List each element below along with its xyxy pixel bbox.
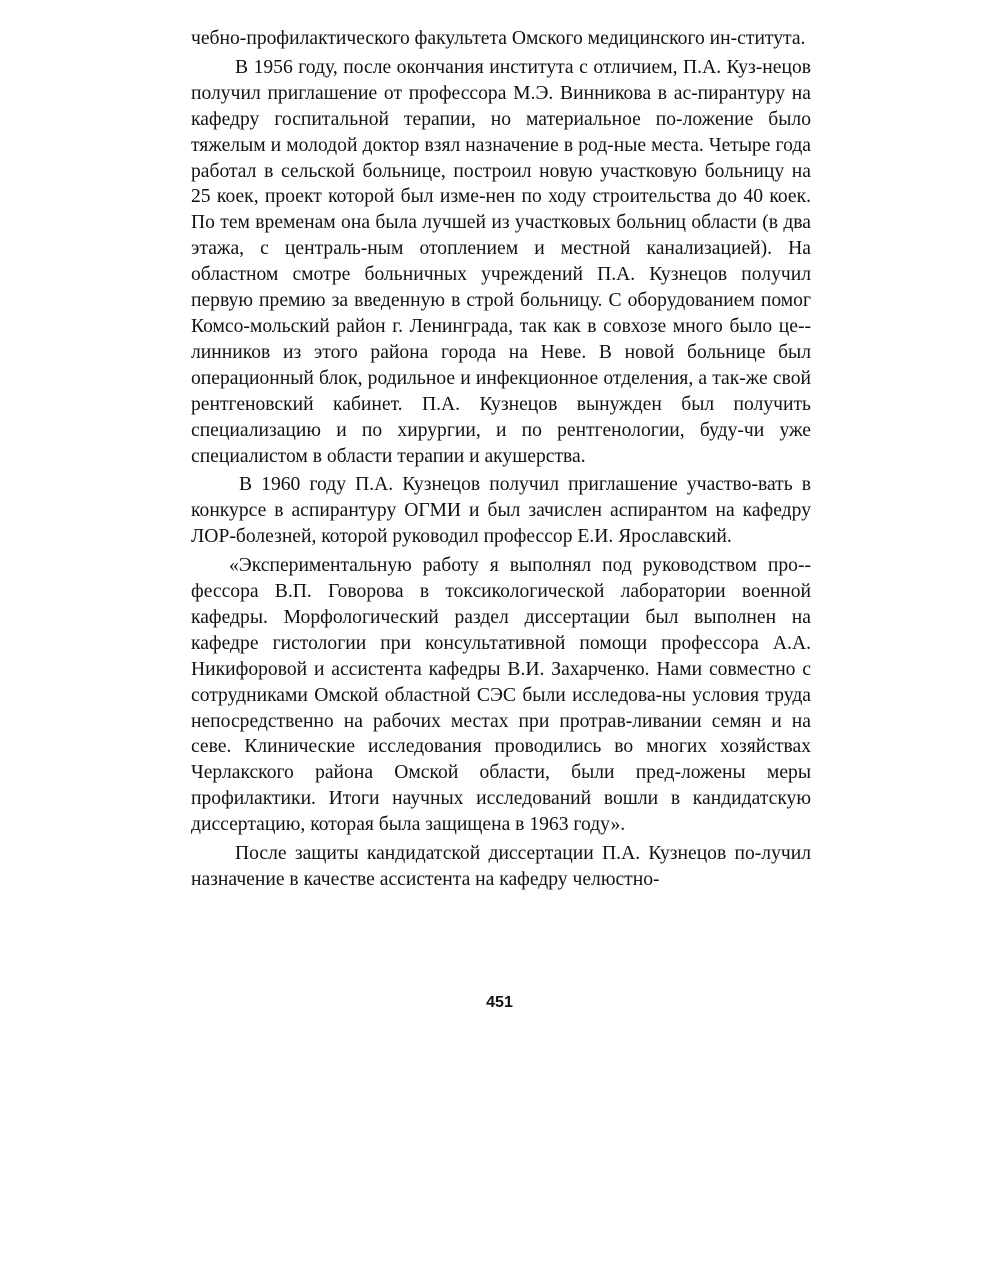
paragraph-continuation: чебно-профилактического факультета Омского медицинского ин-ститута. — [191, 28, 806, 49]
paragraph-1956: В 1956 году, после окончания института с отличием, П.А. Куз-нецов получил приглашение от профессора М.Э. Винникова в ас-пирантуру на кафедру госпитальной терапии, но материальное по-ложение было тяжелым и молодой доктор взял назначение в род-ные места. Четыре года работал в сельской больнице, построил новую участковую больницу на 25 коек, проект которой был изме-нен по ходу строительства до 40 коек. По тем временам она была лучшей из участковых больниц области (в два этажа, с централь-ным отоплением и местной канализацией). На областном смотре больничных учреждений П.А. Кузнецов получил первую премию за введенную в строй больницу. С оборудованием помог Комсо-мольский район г. Ленинграда, так как в совхозе много было це-линников из этого района города на Неве. В новой больнице был операционный блок, родильное и инфекционное отделения, а так-же свой рентгеновский кабинет. П.А. Кузнецов вынужден был получить специализацию и по хирургии, и по рентгенологии, буду-чи уже специалистом в области терапии и акушерства. — [191, 56, 811, 467]
paragraph-quote: «Экспериментальную работу я выполнял под руководством про-фессора В.П. Говорова в токсикологической лаборатории военной кафедры. Морфологический раздел диссертации был выполнен на кафедре гистологии при консультативной помощи профессора А.А. Никифоровой и ассистента кафедры В.И. Захарченко. Нами совместно с сотрудниками Омской областной СЭС были исследова-ны условия труда непосредственно на рабочих местах при протрав-ливании семян и на севе. Клинические исследования проводились во многих хозяйствах Черлакского района Омской области, были пред-ложены меры профилактики. Итоги научных исследований вошли в кандидатскую диссертацию, которая была защищена в 1963 году». — [191, 555, 811, 836]
paragraph-after-defense: После защиты кандидатской диссертации П.А. Кузнецов по-лучил назначение в качестве ассистента на кафедру челюстно- — [191, 843, 811, 890]
page-number: 451 — [486, 994, 513, 1011]
paragraph-1960: В 1960 году П.А. Кузнецов получил приглашение участво-вать в конкурсе в аспирантуру ОГМИ и был зачислен аспирантом на кафедру ЛОР-болезней, которой руководил профессор Е.И. Ярославский. — [191, 474, 811, 548]
body-text — [191, 26, 811, 896]
